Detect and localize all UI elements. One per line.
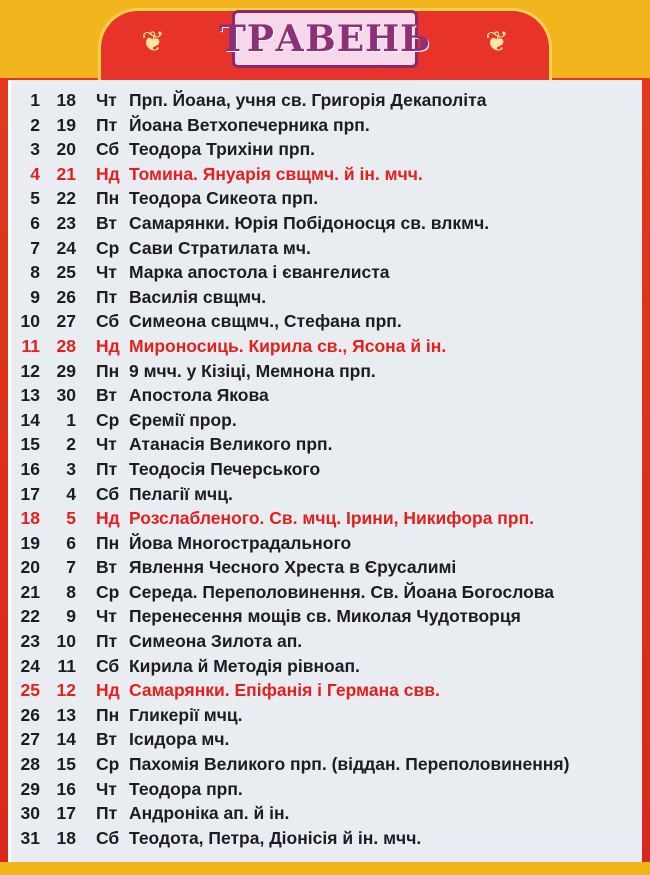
- weekday: Вт: [96, 557, 117, 578]
- old-style-day: 23: [56, 212, 76, 233]
- day-number: 13: [20, 385, 40, 406]
- weekday: Чт: [96, 434, 117, 455]
- feast-text: Перенесення мощів св. Миколая Чудотворця: [129, 606, 521, 627]
- day-number: 28: [20, 754, 40, 775]
- weekday: Чт: [96, 262, 117, 283]
- feast-text: Сави Стратилата мч.: [129, 237, 311, 258]
- calendar-row: [12, 826, 640, 851]
- calendar-row: [12, 236, 640, 261]
- old-style-day: 19: [56, 114, 76, 135]
- calendar-row: [12, 801, 640, 826]
- old-style-day: 27: [56, 311, 76, 332]
- day-number: 27: [20, 729, 40, 750]
- weekday: Пт: [96, 803, 118, 824]
- feast-text: Теодосія Печерського: [129, 458, 321, 479]
- calendar-row: [12, 186, 640, 211]
- old-style-day: 6: [66, 532, 76, 553]
- calendar-row: [12, 113, 640, 138]
- day-number: 14: [20, 409, 40, 430]
- weekday: Нд: [96, 163, 120, 184]
- feast-text: Прп. Йоана, учня св. Григорія Декаполіта: [129, 90, 487, 110]
- weekday: Пн: [96, 704, 120, 725]
- feast-text: Пелагії мчц.: [129, 483, 233, 504]
- old-style-day: 5: [66, 508, 76, 529]
- feast-text: Мироносиць. Кирила св., Ясона й ін.: [129, 335, 447, 356]
- day-number: 21: [20, 581, 40, 602]
- weekday: Пн: [96, 532, 120, 553]
- calendar-row: [12, 137, 640, 162]
- day-number: 11: [21, 335, 40, 356]
- feast-text: Ісидора мч.: [129, 729, 230, 750]
- month-title: ТРАВЕНЬ: [219, 18, 431, 60]
- feast-text: Йова Многострадального: [129, 532, 352, 553]
- feast-text: Симеона Зилота ап.: [129, 631, 303, 652]
- calendar-row: [12, 604, 640, 629]
- feast-text: 9 мчч. у Кізіці, Мемнона прп.: [129, 360, 376, 381]
- feast-text: Самарянки. Юрія Побідоносця св. влкмч.: [129, 212, 490, 233]
- day-number: 15: [20, 434, 40, 455]
- calendar-row: [12, 629, 640, 654]
- old-style-day: 18: [56, 90, 76, 110]
- day-number: 22: [20, 606, 40, 627]
- old-style-day: 14: [56, 729, 76, 750]
- old-style-day: 1: [66, 409, 76, 430]
- weekday: Сб: [96, 655, 120, 676]
- weekday: Пт: [96, 114, 118, 135]
- old-style-day: 16: [56, 778, 76, 799]
- calendar-list: [12, 88, 640, 850]
- old-style-day: 20: [56, 139, 76, 160]
- feast-text: Симеона свщмч., Стефана прп.: [129, 311, 402, 332]
- old-style-day: 25: [56, 262, 76, 283]
- feast-text: Гликерії мчц.: [129, 704, 243, 725]
- day-number: 29: [20, 778, 40, 799]
- weekday: Чт: [96, 90, 117, 110]
- day-number: 24: [20, 655, 40, 676]
- day-number: 10: [20, 311, 40, 332]
- calendar-row: [12, 383, 640, 408]
- calendar-row: [12, 260, 640, 285]
- old-style-day: 4: [66, 483, 76, 504]
- calendar-row: [12, 482, 640, 507]
- floral-ornament-icon: ❦: [485, 25, 509, 58]
- weekday: Пт: [96, 286, 118, 307]
- old-style-day: 30: [56, 385, 76, 406]
- feast-text: Кирила й Методія рівноап.: [129, 655, 360, 676]
- calendar-row: [12, 580, 640, 605]
- feast-text: Середа. Переполовинення. Св. Йоана Богослова: [129, 581, 555, 602]
- feast-text: Атанасія Великого прп.: [129, 434, 333, 455]
- day-number: 2: [30, 114, 40, 135]
- calendar-row: [12, 408, 640, 433]
- day-number: 6: [30, 212, 40, 233]
- feast-text: Василія свщмч.: [129, 286, 267, 307]
- day-number: 12: [20, 360, 40, 381]
- old-style-day: 21: [56, 163, 76, 184]
- calendar-row-sunday: [12, 506, 640, 531]
- feast-text: Андроніка ап. й ін.: [129, 803, 290, 824]
- calendar-row-sunday: [12, 334, 640, 359]
- feast-text: Теодота, Петра, Діонісія й ін. мчч.: [129, 827, 422, 848]
- calendar-row: [12, 309, 640, 334]
- old-style-day: 26: [56, 286, 76, 307]
- day-number: 31: [20, 827, 40, 848]
- feast-text: Явлення Чесного Хреста в Єрусалимі: [129, 557, 457, 578]
- old-style-day: 9: [66, 606, 76, 627]
- feast-text: Самарянки. Епіфанія і Германа свв.: [129, 680, 440, 701]
- feast-text: Теодора Сикеота прп.: [129, 188, 319, 209]
- weekday: Сб: [96, 827, 120, 848]
- weekday: Ср: [96, 754, 120, 775]
- day-number: 25: [20, 680, 40, 701]
- old-style-day: 3: [66, 458, 76, 479]
- old-style-day: 12: [56, 680, 76, 701]
- weekday: Сб: [96, 139, 120, 160]
- calendar-row: [12, 777, 640, 802]
- feast-text: Пахомія Великого прп. (віддан. Переполовинення): [129, 754, 570, 775]
- weekday: Чт: [96, 606, 117, 627]
- day-number: 26: [20, 704, 40, 725]
- weekday: Сб: [96, 483, 120, 504]
- day-number: 8: [30, 262, 40, 283]
- day-number: 18: [20, 508, 40, 529]
- weekday: Пт: [96, 458, 118, 479]
- weekday: Нд: [96, 680, 120, 701]
- calendar-row: [12, 432, 640, 457]
- weekday: Пн: [96, 360, 120, 381]
- floral-ornament-icon: ❦: [141, 25, 165, 58]
- weekday: Ср: [96, 237, 120, 258]
- old-style-day: 2: [66, 434, 76, 455]
- old-style-day: 13: [56, 704, 76, 725]
- old-style-day: 8: [66, 581, 76, 602]
- bottom-band: [0, 862, 650, 875]
- weekday: Нд: [96, 335, 120, 356]
- weekday: Вт: [96, 212, 117, 233]
- calendar-row: [12, 359, 640, 384]
- calendar-row: [12, 285, 640, 310]
- calendar-row: [12, 531, 640, 556]
- old-style-day: 11: [57, 655, 76, 676]
- weekday: Пн: [96, 188, 120, 209]
- old-style-day: 24: [56, 237, 76, 258]
- month-title-box: [219, 10, 431, 68]
- weekday: Вт: [96, 385, 117, 406]
- old-style-day: 29: [56, 360, 76, 381]
- weekday: Ср: [96, 581, 120, 602]
- day-number: 7: [30, 237, 40, 258]
- feast-text: Йоана Ветхопечерника прп.: [129, 114, 370, 135]
- weekday: Вт: [96, 729, 117, 750]
- calendar-row: [12, 727, 640, 752]
- feast-text: Апостола Якова: [129, 385, 269, 406]
- day-number: 23: [20, 631, 40, 652]
- calendar-row: [12, 752, 640, 777]
- feast-text: Єремії прор.: [129, 409, 237, 430]
- day-number: 9: [30, 286, 40, 307]
- day-number: 17: [20, 483, 40, 504]
- weekday: Сб: [96, 311, 120, 332]
- calendar-row: [12, 555, 640, 580]
- calendar-row: [12, 703, 640, 728]
- day-number: 16: [20, 458, 40, 479]
- weekday: Пт: [96, 631, 118, 652]
- feast-text: Теодора Трихіни прп.: [129, 139, 316, 160]
- day-number: 5: [30, 188, 40, 209]
- calendar-row: [12, 654, 640, 679]
- weekday: Нд: [96, 508, 120, 529]
- old-style-day: 15: [56, 754, 76, 775]
- day-number: 30: [20, 803, 40, 824]
- day-number: 20: [20, 557, 40, 578]
- old-style-day: 17: [56, 803, 76, 824]
- calendar-row: [12, 457, 640, 482]
- old-style-day: 28: [56, 335, 76, 356]
- weekday: Ср: [96, 409, 120, 430]
- feast-text: Розслабленого. Св. мчц. Ірини, Никифора прп.: [129, 508, 534, 529]
- old-style-day: 18: [56, 827, 76, 848]
- day-number: 3: [30, 139, 40, 160]
- day-number: 4: [30, 163, 40, 184]
- day-number: 19: [20, 532, 40, 553]
- weekday: Чт: [96, 778, 117, 799]
- day-number: 1: [30, 90, 40, 110]
- feast-text: Томина. Януарія свщмч. й ін. мчч.: [129, 163, 423, 184]
- feast-text: Теодора прп.: [129, 778, 243, 799]
- old-style-day: 22: [56, 188, 76, 209]
- calendar-row-sunday: [12, 162, 640, 187]
- calendar-row-sunday: [12, 678, 640, 703]
- old-style-day: 7: [66, 557, 76, 578]
- feast-text: Марка апостола і євангелиста: [129, 262, 390, 283]
- old-style-day: 10: [56, 631, 76, 652]
- calendar-row: [12, 211, 640, 236]
- calendar-row: [12, 88, 640, 113]
